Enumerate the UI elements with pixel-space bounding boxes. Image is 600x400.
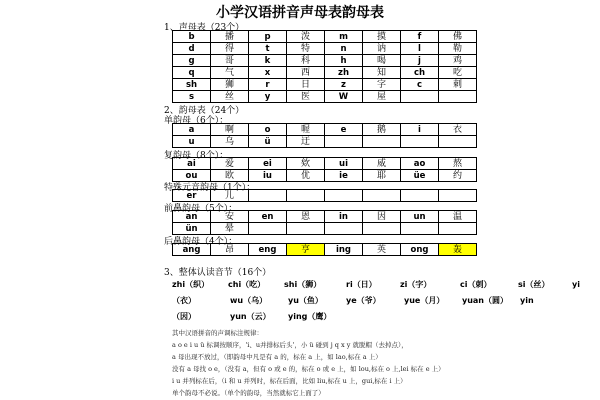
pinyin-cell: zh	[325, 67, 363, 79]
whole-syllables-line-3	[172, 311, 346, 322]
pinyin-cell: ui	[325, 158, 363, 170]
hanzi-cell: 喔	[287, 124, 325, 136]
hanzi-cell	[287, 190, 325, 202]
pinyin-cell: ao	[401, 158, 439, 170]
tone-rule-note-2: a o e i u ü 标调按顺序，'i、u并排标后头'，小 ü 碰到 j q x y 就脱帽（去掉点），	[172, 341, 408, 349]
pinyin-cell: e	[325, 124, 363, 136]
hanzi-cell: 亨	[287, 244, 325, 256]
pinyin-cell: n	[325, 43, 363, 55]
syllable-item: wu（乌）	[230, 296, 268, 305]
pinyin-cell: un	[401, 211, 439, 223]
pinyin-cell: en	[249, 211, 287, 223]
pinyin-cell: u	[173, 136, 211, 148]
hanzi-cell: 安	[211, 211, 249, 223]
hanzi-cell: 欸	[287, 158, 325, 170]
table-row	[173, 79, 477, 91]
hanzi-cell: 科	[287, 55, 325, 67]
tone-rule-note-5: i u 并列标在后，（i 和 u 并列时，标在后面，比如 liu,标在 u 上，gui,标在 i 上）	[172, 377, 407, 385]
hanzi-cell: 得	[211, 43, 249, 55]
pinyin-cell: er	[173, 190, 211, 202]
hanzi-cell: 晕	[211, 223, 249, 235]
hanzi-cell: 温	[439, 211, 477, 223]
page-title: 小学汉语拼音声母表韵母表	[216, 5, 384, 21]
hanzi-cell: 狮	[211, 79, 249, 91]
hanzi-cell: 衣	[439, 124, 477, 136]
pinyin-cell	[401, 190, 439, 202]
syllable-item: zhi（织）	[172, 280, 210, 289]
tone-rule-note-1: 其中汉语拼音的声调标注规律：	[172, 329, 263, 337]
hanzi-cell: 泼	[287, 31, 325, 43]
hanzi-cell: 熬	[439, 158, 477, 170]
hanzi-cell: 喝	[363, 55, 401, 67]
finals-heading: 2、韵母表（24个）	[164, 106, 245, 116]
hanzi-cell: 吃	[439, 67, 477, 79]
syllable-item: ri（日）	[346, 280, 377, 289]
pinyin-cell	[401, 136, 439, 148]
pinyin-cell: sh	[173, 79, 211, 91]
hanzi-cell: 乌	[211, 136, 249, 148]
hanzi-cell: 气	[211, 67, 249, 79]
tone-rule-note-3: a 母出现不放过，（即韵母中凡是有 a 的，标在 a 上，如 lao,标在 a 上）	[172, 353, 382, 361]
pinyin-cell: ch	[401, 67, 439, 79]
hanzi-cell: 儿	[211, 190, 249, 202]
hanzi-cell	[439, 190, 477, 202]
hanzi-cell: 优	[287, 170, 325, 182]
initials-heading: 1、声母表（23个）	[164, 23, 245, 33]
pinyin-cell: i	[401, 124, 439, 136]
syllable-item: yun（云）	[230, 312, 271, 321]
syllable-item: ying（鹰）	[288, 312, 332, 321]
hanzi-cell: 日	[287, 79, 325, 91]
whole-syllables-line-1	[172, 279, 600, 290]
table-row	[173, 158, 477, 170]
pinyin-cell: d	[173, 43, 211, 55]
whole-syllables-heading: 3、整体认读音节（16个）	[164, 268, 272, 278]
pinyin-cell: o	[249, 124, 287, 136]
hanzi-cell: 恩	[287, 211, 325, 223]
special-final-label: 特殊元音韵母（1个）：	[164, 183, 256, 193]
hanzi-cell	[439, 136, 477, 148]
pinyin-cell: z	[325, 79, 363, 91]
pinyin-cell: ang	[173, 244, 211, 256]
pinyin-cell: a	[173, 124, 211, 136]
hanzi-cell	[439, 91, 477, 103]
table-row	[173, 31, 477, 43]
pinyin-cell: ing	[325, 244, 363, 256]
table-row	[173, 124, 477, 136]
pinyin-cell: üe	[401, 170, 439, 182]
hanzi-cell	[439, 223, 477, 235]
pinyin-cell: ai	[173, 158, 211, 170]
pinyin-cell: p	[249, 31, 287, 43]
table-row	[173, 91, 477, 103]
hanzi-cell: 迂	[287, 136, 325, 148]
hanzi-cell	[287, 223, 325, 235]
pinyin-cell	[401, 223, 439, 235]
hanzi-cell: 屋	[363, 91, 401, 103]
hanzi-cell: 因	[363, 211, 401, 223]
compound-finals-label: 复韵母（8个）：	[164, 151, 229, 161]
pinyin-cell: ün	[173, 223, 211, 235]
hanzi-cell: 爱	[211, 158, 249, 170]
syllable-item: yuan（圆）	[462, 296, 509, 305]
table-row	[173, 244, 477, 256]
pinyin-cell: x	[249, 67, 287, 79]
compound-finals-table	[172, 157, 477, 182]
pinyin-cell: an	[173, 211, 211, 223]
hanzi-cell: 丝	[211, 91, 249, 103]
pinyin-cell: k	[249, 55, 287, 67]
pinyin-cell: iu	[249, 170, 287, 182]
pinyin-cell: ü	[249, 136, 287, 148]
pinyin-cell: s	[173, 91, 211, 103]
table-row	[173, 190, 477, 202]
hanzi-cell	[363, 223, 401, 235]
table-row	[173, 136, 477, 148]
back-nasal-label: 后鼻韵母（4个）：	[164, 237, 238, 247]
table-row	[173, 211, 477, 223]
syllable-item: zi（字）	[400, 280, 432, 289]
hanzi-cell: 鹅	[363, 124, 401, 136]
syllable-item: yue（月）	[404, 296, 445, 305]
pinyin-cell: ie	[325, 170, 363, 182]
pinyin-cell: ou	[173, 170, 211, 182]
pinyin-cell: m	[325, 31, 363, 43]
tone-rule-note-6: 单个韵母不必说。（单个的韵母，当然就标它上面了）	[172, 389, 325, 397]
hanzi-cell: 西	[287, 67, 325, 79]
pinyin-cell: q	[173, 67, 211, 79]
syllable-item: ci（刺）	[460, 280, 492, 289]
hanzi-cell: 摸	[363, 31, 401, 43]
pinyin-cell: h	[325, 55, 363, 67]
pinyin-cell: l	[401, 43, 439, 55]
table-row	[173, 43, 477, 55]
pinyin-cell	[325, 136, 363, 148]
table-row	[173, 67, 477, 79]
hanzi-cell	[363, 136, 401, 148]
pinyin-cell: in	[325, 211, 363, 223]
hanzi-cell	[363, 190, 401, 202]
hanzi-cell: 鸡	[439, 55, 477, 67]
pinyin-cell: t	[249, 43, 287, 55]
pinyin-cell: W	[325, 91, 363, 103]
syllable-item: （因）	[172, 312, 196, 321]
pinyin-cell: f	[401, 31, 439, 43]
syllable-item: chi（吃）	[228, 280, 266, 289]
hanzi-cell: 字	[363, 79, 401, 91]
hanzi-cell: 约	[439, 170, 477, 182]
syllable-item: ye（爷）	[346, 296, 381, 305]
hanzi-cell: 欧	[211, 170, 249, 182]
pinyin-cell: j	[401, 55, 439, 67]
pinyin-cell: ei	[249, 158, 287, 170]
hanzi-cell: 昂	[211, 244, 249, 256]
syllable-item: si（丝）	[518, 280, 550, 289]
syllable-item: shi（狮）	[284, 280, 322, 289]
hanzi-cell: 啊	[211, 124, 249, 136]
pinyin-cell: c	[401, 79, 439, 91]
syllable-item: yin	[520, 296, 534, 305]
pinyin-cell	[249, 223, 287, 235]
hanzi-cell: 知	[363, 67, 401, 79]
pinyin-cell: y	[249, 91, 287, 103]
pinyin-cell	[325, 190, 363, 202]
hanzi-cell: 哥	[211, 55, 249, 67]
syllable-item: yu（鱼）	[288, 296, 323, 305]
pinyin-cell: b	[173, 31, 211, 43]
syllable-item: yi	[572, 280, 580, 289]
hanzi-cell: 医	[287, 91, 325, 103]
single-finals-label: 单韵母（6个）：	[164, 116, 229, 126]
pinyin-cell: r	[249, 79, 287, 91]
hanzi-cell: 特	[287, 43, 325, 55]
hanzi-cell: 刺	[439, 79, 477, 91]
whole-syllables-line-2	[172, 295, 578, 306]
pinyin-cell	[325, 223, 363, 235]
hanzi-cell: 威	[363, 158, 401, 170]
hanzi-cell: 英	[363, 244, 401, 256]
pinyin-cell: g	[173, 55, 211, 67]
hanzi-cell: 讷	[363, 43, 401, 55]
front-nasal-label: 前鼻韵母（5个）：	[164, 204, 238, 214]
hanzi-cell: 耶	[363, 170, 401, 182]
single-finals-table	[172, 123, 477, 148]
initials-table	[172, 30, 477, 103]
front-nasal-table	[172, 210, 477, 235]
syllable-item: （衣）	[172, 296, 196, 305]
pinyin-cell: eng	[249, 244, 287, 256]
pinyin-cell	[249, 190, 287, 202]
hanzi-cell: 轰	[439, 244, 477, 256]
pinyin-cell: ong	[401, 244, 439, 256]
table-row	[173, 223, 477, 235]
table-row	[173, 55, 477, 67]
hanzi-cell: 勒	[439, 43, 477, 55]
tone-rule-note-4: 没有 a 母找 o e，（没有 a，但有 o 或 e 的，标在 o 或 e 上，如 lou,标在 o 上,lei 标在 e 上）	[172, 365, 445, 373]
back-nasal-table	[172, 243, 477, 256]
hanzi-cell: 佛	[439, 31, 477, 43]
hanzi-cell: 播	[211, 31, 249, 43]
pinyin-cell	[401, 91, 439, 103]
